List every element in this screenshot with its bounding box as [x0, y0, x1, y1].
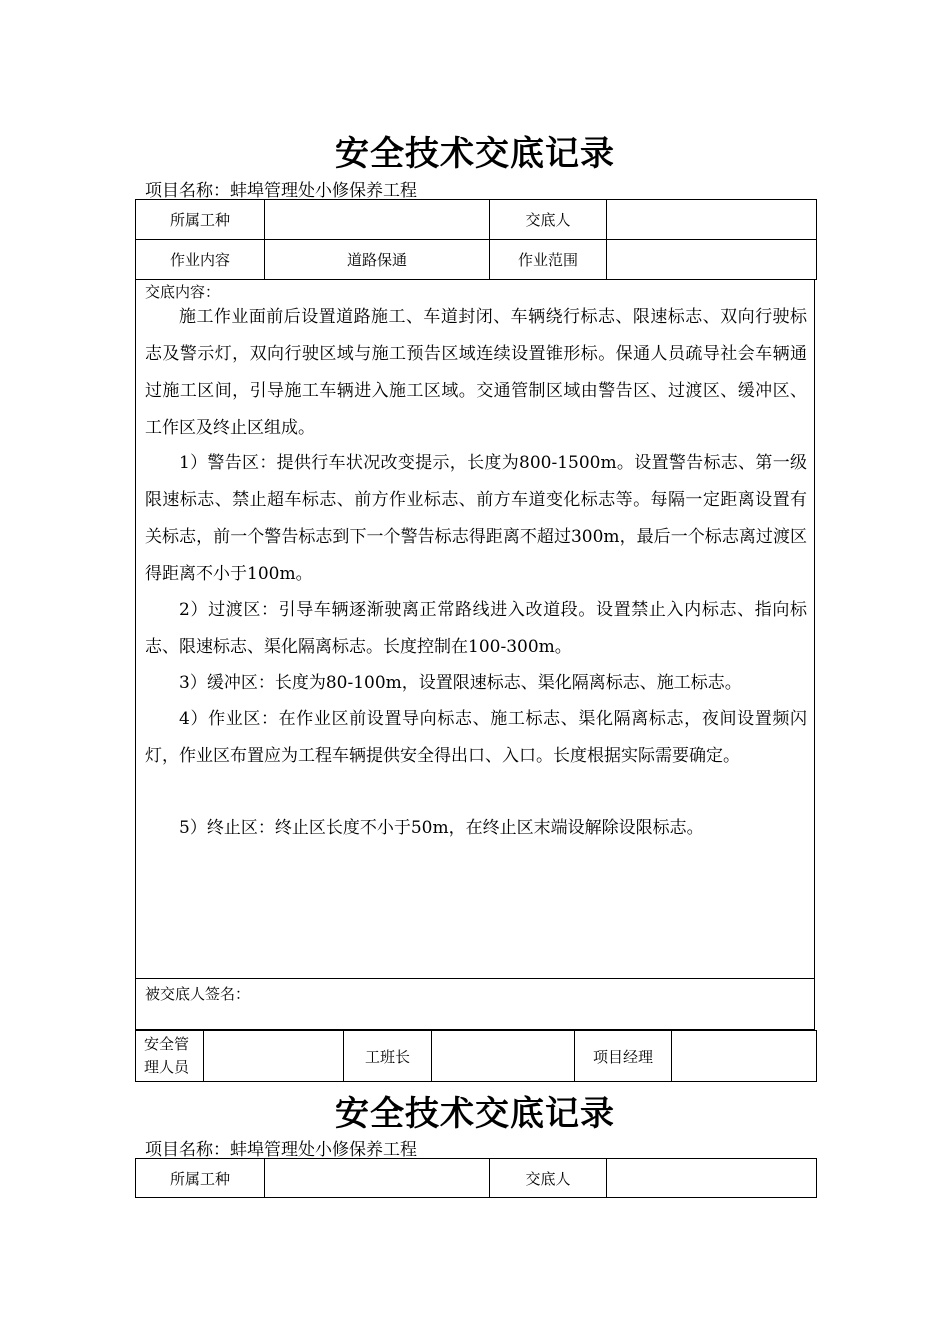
record-title: 安全技术交底记录 — [335, 134, 615, 174]
work-content-label: 作业内容 — [136, 240, 265, 280]
disclosure-label: 交底内容： — [145, 283, 221, 301]
foreman-value — [432, 1031, 575, 1082]
record2-discloser-value — [607, 1159, 817, 1198]
disclosure-content-box — [135, 279, 815, 979]
safety-manager-value — [204, 1031, 344, 1082]
work-content-value: 道路保通 — [265, 240, 490, 280]
paragraph-work-zone: 4）作业区：在作业区前设置导向标志、施工标志、渠化隔离标志，夜间设置频闪灯，作业区布置应为工程车辆提供安全得出口、入口。长度根据实际需要确定。 — [145, 709, 807, 766]
record2-title: 安全技术交底记录 — [335, 1094, 615, 1134]
work-scope-value — [607, 240, 817, 280]
record2-trade-label: 所属工种 — [136, 1159, 265, 1198]
paragraph-warning-zone: 1）警告区：提供行车状况改变提示，长度为800-1500m。设置警告标志、第一级限速标志、禁止超车标志、前方作业标志、前方车道变化标志等。每隔一定距离设置有关标志，前一个警告标志到下一个警告标志得距离不超过300m，最后一个标志离过渡区得距离不小于100m。 — [145, 453, 807, 584]
record2-project-name: 项目名称：蚌埠管理处小修保养工程 — [145, 1140, 417, 1160]
discloser-label: 交底人 — [490, 200, 607, 240]
record2-trade-value — [265, 1159, 490, 1198]
discloser-value — [607, 200, 817, 240]
project-name: 项目名称：蚌埠管理处小修保养工程 — [145, 181, 417, 201]
work-scope-label: 作业范围 — [490, 240, 607, 280]
safety-manager-label: 安全管理人员 — [136, 1031, 204, 1082]
signature-table — [135, 1030, 817, 1082]
foreman-label: 工班长 — [344, 1031, 432, 1082]
trade-label: 所属工种 — [136, 200, 265, 240]
header-table — [135, 199, 817, 280]
trade-value — [265, 200, 490, 240]
project-manager-value — [672, 1031, 817, 1082]
signee-label: 被交底人签名： — [145, 985, 251, 1003]
paragraph-buffer-zone: 3）缓冲区：长度为80-100m，设置限速标志、渠化隔离标志、施工标志。 — [179, 673, 742, 693]
record2-header-table — [135, 1158, 817, 1198]
paragraph-termination-zone: 5）终止区：终止区长度不小于50m，在终止区末端设解除设限标志。 — [179, 818, 704, 838]
record2-discloser-label: 交底人 — [490, 1159, 607, 1198]
signee-box — [135, 979, 815, 1030]
paragraph-transition-zone: 2）过渡区：引导车辆逐渐驶离正常路线进入改道段。设置禁止入内标志、指向标志、限速标志、渠化隔离标志。长度控制在100-300m。 — [145, 600, 807, 657]
project-manager-label: 项目经理 — [575, 1031, 672, 1082]
paragraph-intro: 施工作业面前后设置道路施工、车道封闭、车辆绕行标志、限速标志、双向行驶标志及警示灯，双向行驶区域与施工预告区域连续设置锥形标。保通人员疏导社会车辆通过施工区间，引导施工车辆进入施工区域。交通管制区域由警告区、过渡区、缓冲区、工作区及终止区组成。 — [145, 307, 807, 438]
